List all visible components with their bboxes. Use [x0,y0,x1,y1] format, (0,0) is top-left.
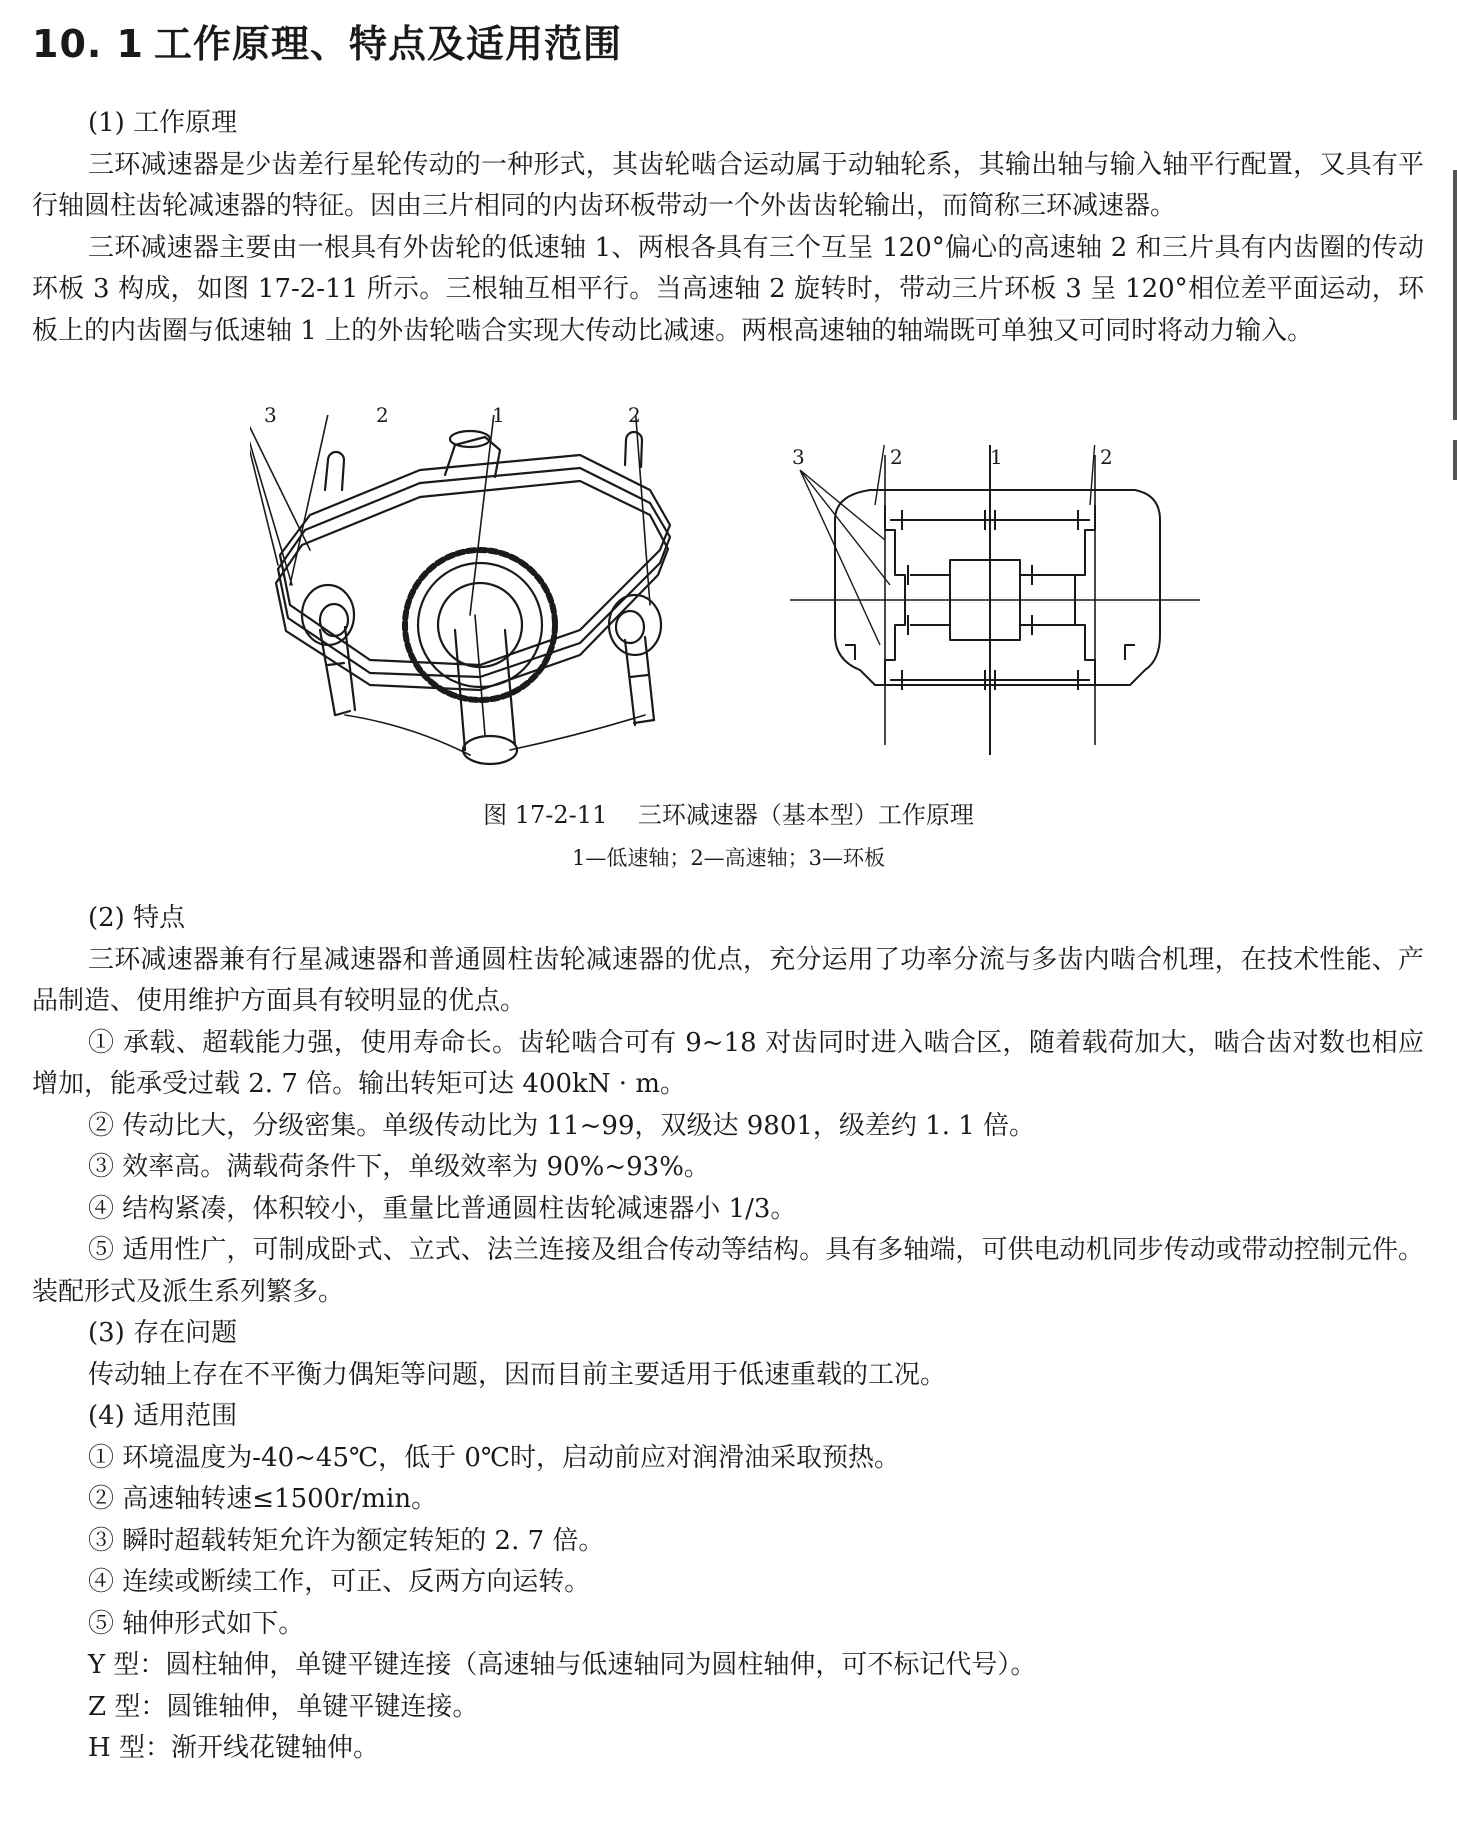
paragraph: ⑤ 适用性广，可制成卧式、立式、法兰连接及组合传动等结构。具有多轴端，可供电动机同步传动或带动控制元件。装配形式及派生系列繁多。 [32,1235,1424,1307]
section-number: 10. 1 [32,22,144,66]
right-label-2b: 2 [1100,445,1113,469]
figure-legend: 1—低速轴；2—高速轴；3—环板 [571,846,886,870]
paragraph: (2) 特点 [88,903,186,933]
paragraph: ⑤ 轴伸形式如下。 [88,1608,305,1639]
reducer-schematic-diagram [790,445,1200,755]
paragraph: ① 环境温度为-40~45℃，低于 0℃时，启动前应对润滑油采取预热。 [88,1442,900,1473]
paragraph: (1) 工作原理 [88,108,238,138]
right-label-1: 1 [990,445,1003,469]
paragraph: ② 高速轴转速≤1500r/min。 [88,1484,438,1514]
left-label-3: 3 [264,403,277,427]
paragraph: 传动轴上存在不平衡力偶矩等问题，因而目前主要适用于低速重载的工况。 [88,1359,947,1390]
page-edge-mark [1453,170,1457,420]
paragraph: H 型：渐开线花键轴伸。 [88,1733,379,1763]
right-label-3: 3 [792,445,805,469]
reducer-perspective-drawing [250,415,750,785]
paragraph: ② 传动比大，分级密集。单级传动比为 11~99，双级达 9801，级差约 1. 1 倍。 [88,1110,1036,1141]
paragraph: Y 型：圆柱轴伸，单键平键连接（高速轴与低速轴同为圆柱轴伸，可不标记代号）。 [88,1650,1037,1680]
paragraph: 三环减速器主要由一根具有外齿轮的低速轴 1、两根各具有三个互呈 120°偏心的高速轴 2 和三片具有内齿圈的传动环板 3 构成，如图 17-2-11 所示。三根轴互相平行。当高速轴 2 旋转时，带动三片环板 3 呈 120°相位差平面运动，环板上的内齿圈与低速轴 1 上的外齿轮啮合实现大传动比减速。两根高速轴的轴端既可单独又可同时将动力输入。 [32,232,1424,346]
paragraph: ③ 效率高。满载荷条件下，单级效率为 90%~93%。 [88,1152,710,1182]
paragraph: 三环减速器兼有行星减速器和普通圆柱齿轮减速器的优点，充分运用了功率分流与多齿内啮合机理，在技术性能、产品制造、使用维护方面具有较明显的优点。 [32,944,1424,1016]
left-label-1: 1 [492,403,505,427]
section-heading [32,18,622,70]
paragraph: ④ 连续或断续工作，可正、反两方向运转。 [88,1567,591,1597]
paragraph: (3) 存在问题 [88,1318,238,1348]
paragraph: (4) 适用范围 [88,1401,238,1431]
section-title: 工作原理、特点及适用范围 [154,22,623,66]
left-label-2b: 2 [628,403,641,427]
left-label-2a: 2 [376,403,389,427]
figure-17-2-11 [0,403,1457,885]
right-label-2a: 2 [890,445,903,469]
paragraph: ④ 结构紧凑，体积较小，重量比普通圆柱齿轮减速器小 1/3。 [88,1193,797,1224]
intro-text-block [32,103,1424,352]
paragraph: 三环减速器是少齿差行星轮传动的一种形式，其齿轮啮合运动属于动轴轮系，其输出轴与输入轴平行配置，又具有平行轴圆柱齿轮减速器的特征。因由三片相同的内齿环板带动一个外齿齿轮输出，而简称三环减速器。 [32,149,1424,221]
paragraph: Z 型：圆锥轴伸，单键平键连接。 [88,1691,479,1722]
paragraph: ③ 瞬时超载转矩允许为额定转矩的 2. 7 倍。 [88,1525,605,1556]
page-edge-mark [1453,440,1457,480]
figure-caption: 图 17-2-11 三环减速器（基本型）工作原理 [483,801,974,829]
paragraph: ① 承载、超载能力强，使用寿命长。齿轮啮合可有 9~18 对齿同时进入啮合区，随着载荷加大，啮合齿对数也相应增加，能承受过载 2. 7 倍。输出转矩可达 400kN · m。 [32,1027,1424,1099]
features-text-block [32,898,1424,1770]
